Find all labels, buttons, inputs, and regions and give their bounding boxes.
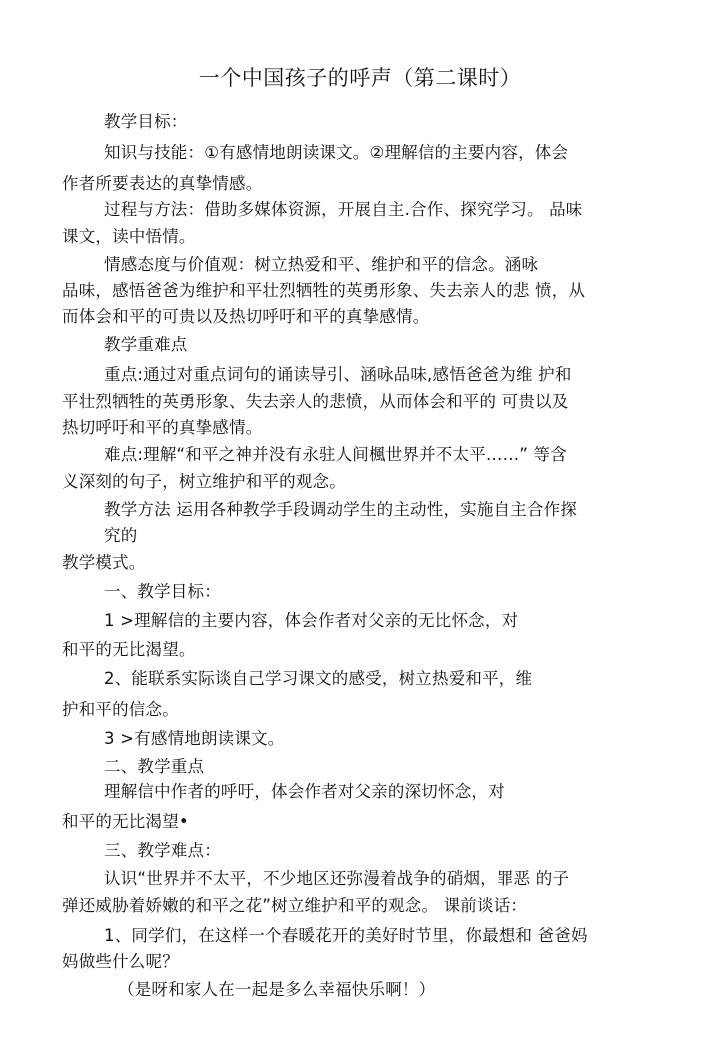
text-line: 教学重难点 <box>104 335 188 354</box>
text-line: 教学目标： <box>104 112 188 131</box>
text-line: 究的 <box>104 526 138 545</box>
text-line: 三、教学难点： <box>104 841 221 860</box>
text-line: 重点:通过对重点词句的诵读导引、涵咏品味,感悟爸爸为维 护和 <box>104 365 572 384</box>
text-line: 难点:理解“和平之神并没有永驻人间楓世界并不太平……” 等含 <box>104 445 567 464</box>
text-line: 2、能联系实际谈自己学习课文的感受，树立热爱和平，维 <box>104 669 533 688</box>
text-line: 作者所要表达的真挚情感。 <box>62 174 263 193</box>
text-line: 二、教学重点 <box>104 757 205 776</box>
document-title: 一个中国孩子的呼声（第二课时） <box>198 66 522 90</box>
text-line: 1、同学们，在这样一个春暖花开的美好时节里，你最想和 爸爸妈 <box>104 926 588 945</box>
text-line: 3 >有感情地朗读课文。 <box>104 729 285 748</box>
text-line: 和平的无比渴望。 <box>62 640 196 659</box>
text-line: 平壮烈牺牲的英勇形象、失去亲人的悲愤，从而体会和平的 可贵以及 <box>62 392 569 411</box>
text-line: 一、教学目标： <box>104 582 221 601</box>
text-line: 认识“世界并不太平，不少地区还弥漫着战争的硝烟，罪恶 的子 <box>104 869 570 888</box>
text-line: 和平的无比渴望• <box>62 812 189 831</box>
text-line: 情感态度与价值观：树立热爱和平、维护和平的信念。涵咏 <box>104 255 539 274</box>
text-line: 教学方法 运用各种教学手段调动学生的主动性，实施自主合作探 <box>104 500 578 519</box>
text-line: 护和平的信念。 <box>62 700 179 719</box>
text-line: 弹还威胁着娇嫩的和平之花”树立维护和平的观念。 课前谈话： <box>62 896 528 915</box>
text-line: 1 >理解信的主要内容，体会作者对父亲的无比怀念，对 <box>104 611 519 630</box>
text-line: 知识与技能：①有感情地朗读课文。②理解信的主要内容，体会 <box>104 143 569 162</box>
text-line: 教学模式。 <box>62 553 146 572</box>
text-line: （是呀和家人在一起是多么幸福快乐啊！） <box>118 980 436 999</box>
text-line: 课文，读中悟情。 <box>62 227 196 246</box>
text-line: 理解信中作者的呼吁，体会作者对父亲的深切怀念，对 <box>104 782 505 801</box>
text-line: 妈做些什么呢？ <box>62 952 179 971</box>
text-line: 义深刻的句子，树立维护和平的观念。 <box>62 472 346 491</box>
text-line: 过程与方法：借助多媒体资源，开展自主.合作、探究学习。 品味 <box>104 200 583 219</box>
text-line: 而体会和平的可贵以及热切呼吁和平的真挚感情。 <box>62 307 430 326</box>
text-line: 品味，感悟爸爸为维护和平壮烈牺牲的英勇形象、失去亲人的悲 愤，从 <box>62 281 586 300</box>
text-line: 热切呼吁和平的真挚感情。 <box>62 418 263 437</box>
